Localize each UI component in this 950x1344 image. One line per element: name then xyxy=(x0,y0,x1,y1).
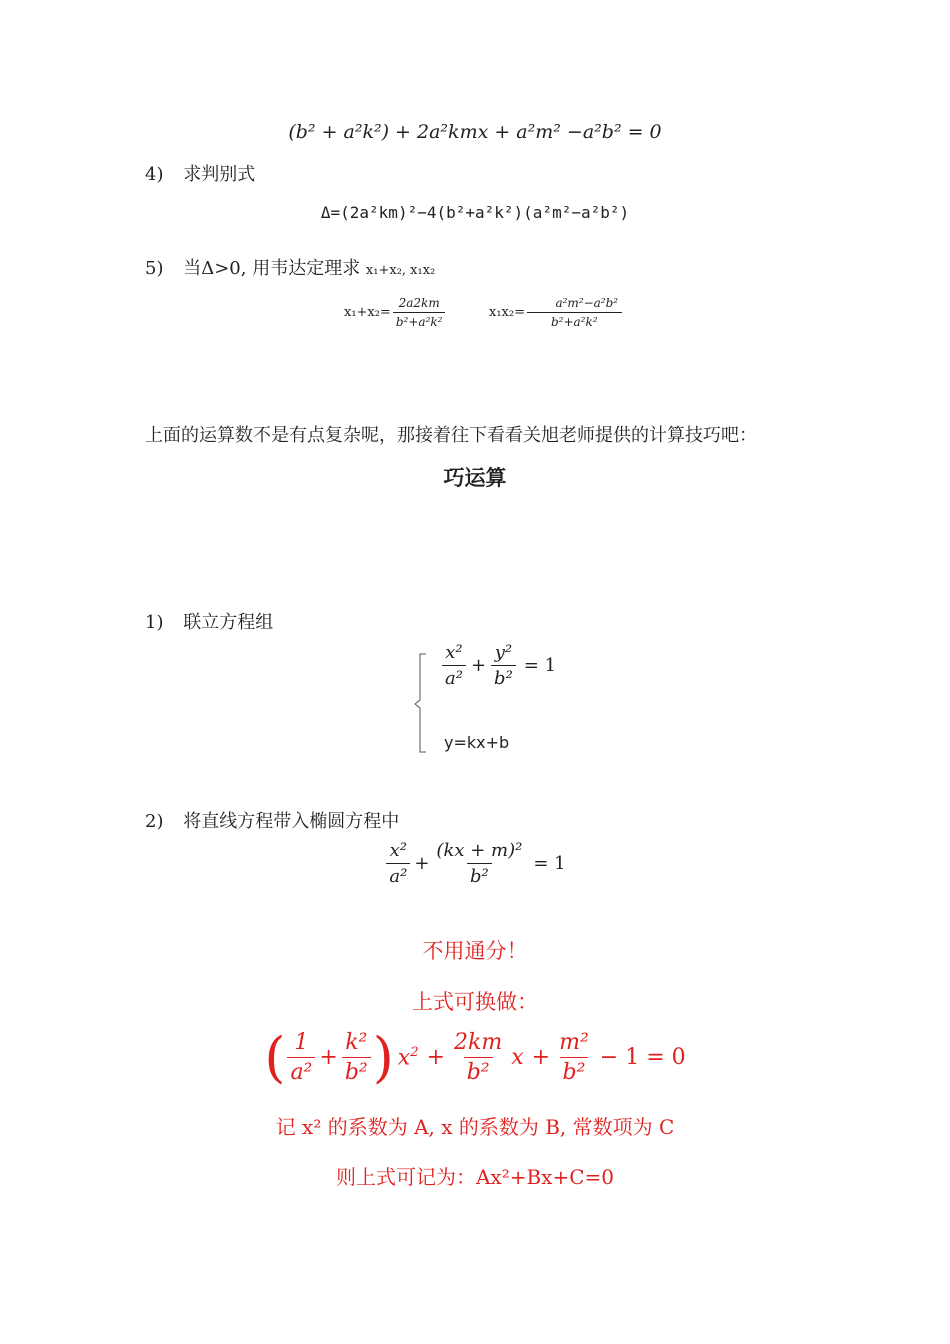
sum-denominator: b²+a²k² xyxy=(393,312,446,329)
step-4 xyxy=(145,160,255,186)
coef-denominator-3: b² xyxy=(464,1057,493,1085)
rewrite-label: 上式可换做： xyxy=(412,990,538,1014)
coef-fraction-3 xyxy=(451,1030,505,1085)
step-number: 1) xyxy=(145,612,164,633)
no-common-denominator-note: 不用通分！ xyxy=(422,939,528,963)
product-denominator: b²+a²k² xyxy=(527,312,622,329)
sum-lhs: x₁+x₂= xyxy=(344,305,391,320)
rewritten-equation: ( $\frac{1}{\text{a²}}$ + $\frac{\text{k²}}{\text{b²}}$ ) $x^2$ + $\frac{2km}{\text{b²}}$ x + $\frac{\text{m²}}{\text{b²}}$ − 1 = 0 xyxy=(264,1025,686,1089)
system-brace xyxy=(414,652,428,754)
intro-paragraph: 上面的运算数不是有点复杂呢，那接着往下看看关旭老师提供的计算技巧吧： xyxy=(145,425,757,446)
ellipse-rhs: = 1 xyxy=(523,655,557,676)
left-paren: ( xyxy=(264,1025,286,1089)
right-paren: ) xyxy=(372,1025,394,1089)
step-2 xyxy=(145,807,399,833)
vieta-product xyxy=(489,296,624,329)
coef-numerator-2: k² xyxy=(345,1030,368,1055)
coef-fraction-1 xyxy=(287,1030,315,1085)
numerator-1: x² xyxy=(389,840,408,861)
denominator-2: b² xyxy=(467,863,492,887)
coef-denominator-4: b² xyxy=(560,1057,589,1085)
ellipse-equation: $\frac{\text{x²}}{\text{a²}}$ + $\frac{\text{y²}}{\text{b²}}$ = 1 xyxy=(440,642,556,689)
coef-fraction-4 xyxy=(556,1030,592,1085)
vieta-vars: x₁+x₂, x₁x₂ xyxy=(365,263,436,278)
substituted-rhs: = 1 xyxy=(533,853,566,874)
equation-tail: − 1 = 0 xyxy=(599,1045,686,1070)
expanded-equation: (b² + a²k²) + 2a²kmx + a²m² −a²b² = 0 xyxy=(288,121,662,143)
step-number: 5) xyxy=(145,258,164,279)
fraction-2 xyxy=(433,840,525,887)
x-fraction xyxy=(442,642,466,689)
section-title: 巧运算 xyxy=(443,466,507,490)
y-numerator: y² xyxy=(494,642,513,663)
x-denominator: a² xyxy=(442,665,466,689)
vieta-sum xyxy=(344,296,447,329)
step-label: 当Δ>0, 用韦达定理求 xyxy=(183,258,366,279)
coefficient-note: 记 x² 的系数为 A, x 的系数为 B, 常数项为 C xyxy=(275,1115,675,1139)
coef-numerator-4: m² xyxy=(559,1030,589,1055)
substituted-equation: $\frac{\text{x²}}{\text{a²}}$ + $\frac{\text{(kx + m)²}}{\text{b²}}$ = 1 xyxy=(0,840,950,887)
product-lhs: x₁x₂= xyxy=(489,305,525,320)
y-denominator: b² xyxy=(491,665,516,689)
product-numerator: a²m²−a²b² xyxy=(555,296,619,310)
final-form: 则上式可记为：Ax²+Bx+C=0 xyxy=(335,1165,615,1189)
line-equation: y=kx+b xyxy=(444,733,510,752)
fraction-1 xyxy=(386,840,410,887)
sum-fraction xyxy=(393,296,446,329)
numerator-2: (kx + m)² xyxy=(436,840,523,861)
step-5 xyxy=(145,254,435,280)
coef-denominator-2: b² xyxy=(342,1057,371,1085)
step-1 xyxy=(145,608,273,634)
coef-numerator-1: 1 xyxy=(294,1030,309,1055)
step-label: 将直线方程带入椭圆方程中 xyxy=(183,811,400,832)
x-numerator: x² xyxy=(445,642,463,663)
discriminant-formula: Δ=(2a²km)²−4(b²+a²k²)(a²m²−a²b²) xyxy=(320,203,630,222)
coef-numerator-3: 2km xyxy=(454,1030,503,1055)
product-fraction xyxy=(527,296,622,329)
coef-denominator-1: a² xyxy=(287,1057,315,1085)
coef-fraction-2 xyxy=(342,1030,371,1085)
step-label: 求判别式 xyxy=(183,164,256,185)
denominator-1: a² xyxy=(386,863,410,887)
y-fraction xyxy=(491,642,516,689)
step-number: 2) xyxy=(145,811,164,832)
step-label: 联立方程组 xyxy=(183,612,274,633)
step-number: 4) xyxy=(145,164,164,185)
sum-numerator: 2a2km xyxy=(398,296,440,310)
